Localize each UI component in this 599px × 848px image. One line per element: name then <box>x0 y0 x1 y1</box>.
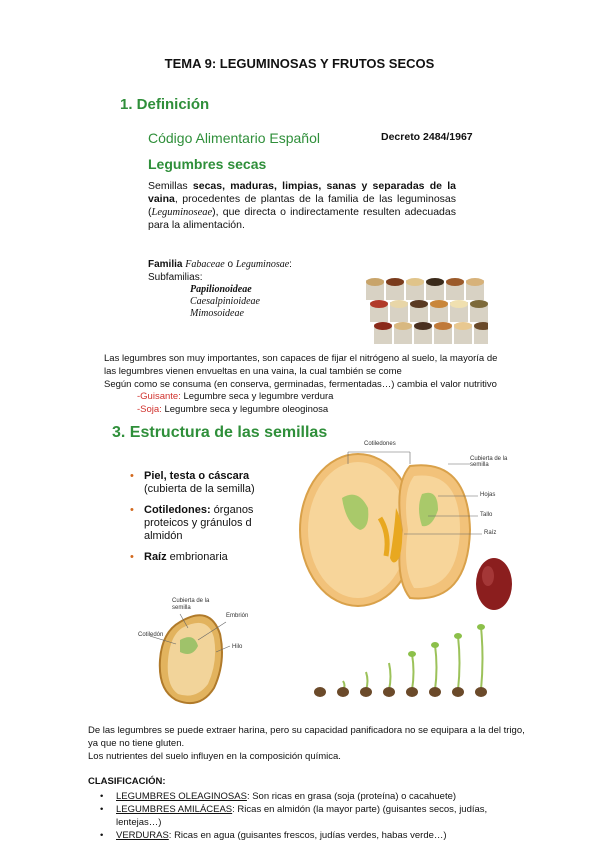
clasificacion-text-oleaginosas: : Son ricas en grasa (soja (proteína) o cacahuete) <box>246 791 457 802</box>
page-title: TEMA 9: LEGUMINOSAS Y FRUTOS SECOS <box>164 56 435 71</box>
sack-legumes <box>450 300 468 308</box>
germination-sequence-image <box>310 620 500 702</box>
bullet-piel-rest: (cubierta de la semilla) <box>144 483 255 495</box>
sprouting-seed <box>337 687 349 697</box>
sprout-leaf <box>431 642 439 648</box>
label-cotiledones: Cotiledones <box>364 441 396 447</box>
sack-legumes <box>366 278 384 286</box>
example-soja <box>137 403 328 416</box>
label-bean-cubierta: Cubierta de la semilla <box>172 598 210 611</box>
example-soja-label: -Soja: <box>137 404 162 415</box>
clasificacion-term-verduras: VERDURAS <box>116 830 169 841</box>
family-a: Fabaceae <box>185 259 225 270</box>
sack-legumes <box>374 322 392 330</box>
bullet-dot-icon: • <box>130 470 134 482</box>
sprout-leaf <box>408 651 416 657</box>
label-bean-embrion: Embrión <box>226 613 249 619</box>
whole-bean <box>476 558 512 610</box>
sack-legumes <box>426 278 444 286</box>
cotyledon-left-inner <box>308 462 408 598</box>
bullet-piel-bold: Piel, testa o cáscara <box>144 470 250 482</box>
sack-legumes <box>370 300 388 308</box>
clasificacion-heading: CLASIFICACIÓN: <box>88 776 166 787</box>
family-o: o <box>224 259 236 270</box>
bullet-raiz-rest: embrionaria <box>166 551 228 563</box>
sprout-stem <box>435 645 437 690</box>
sack-legumes <box>386 278 404 286</box>
bullet-dot-icon: • <box>100 791 104 802</box>
clasificacion-term-oleaginosas: LEGUMBRES OLEAGINOSAS <box>116 791 247 802</box>
paragraph-consumo: Según como se consuma (en conserva, germinadas, fermentadas…) cambia el valor nutritivo <box>104 379 497 390</box>
definition-pre: Semillas <box>148 180 193 192</box>
clasificacion-text-verduras: : Ricas en agua (guisantes frescos, judías verdes, habas verde…) <box>168 830 447 841</box>
sprouting-seed <box>360 687 372 697</box>
sack-legumes <box>430 300 448 308</box>
clasificacion-item-oleaginosas <box>88 790 508 803</box>
subfamily-3: Mimosoideae <box>190 308 244 319</box>
subheading-legumbres: Legumbres secas <box>148 156 267 172</box>
clasificacion-term-amilaceas: LEGUMBRES AMILÁCEAS <box>116 804 233 815</box>
definition-end: ), que directa o indirectamente resulten adecuadas para la alimentación. <box>148 206 456 231</box>
clasificacion-item-verduras <box>88 829 508 842</box>
clasificacion-text-amilaceas: : Ricas en almidón (la mayor parte) (guisantes secos, judías, lentejas…) <box>116 804 488 828</box>
sprouting-seed <box>383 687 395 697</box>
bullet-cotiledones-bold: Cotiledones: <box>144 504 211 516</box>
family-label: Familia <box>148 259 183 270</box>
definition-paragraph <box>148 180 456 232</box>
family-b: Leguminosae <box>235 259 290 270</box>
whole-bean-highlight <box>482 566 494 586</box>
legume-sacks-image <box>358 268 488 350</box>
bullet-cotiledones-rest: órganos proteicos y gránulos d almidón <box>144 504 254 542</box>
sack-legumes <box>406 278 424 286</box>
code-title: Código Alimentario Español <box>148 130 320 146</box>
bullet-dot-icon: • <box>100 804 104 815</box>
label-bean-hilo: Hilo <box>232 644 243 650</box>
sprouting-seed <box>406 687 418 697</box>
paragraph-harina: De las legumbres se puede extraer harina, pero su capacidad panificadora no se equipara a la del trigo, ya que no tiene gluten. <box>88 725 525 749</box>
decree-label: Decreto 2484/1967 <box>381 131 473 143</box>
section-heading-estructura: 3. Estructura de las semillas <box>112 424 328 441</box>
definition-post: , procedentes de plantas de la familia de las leguminosas ( <box>148 193 456 218</box>
label-hojas: Hojas <box>480 492 496 498</box>
sack-legumes <box>454 322 472 330</box>
label-tallo: Tallo <box>480 512 493 518</box>
subfamily-1: Papilionoideae <box>190 284 252 295</box>
family-colon: : <box>289 259 292 270</box>
clasificacion-list <box>88 790 508 842</box>
bullet-cotiledones <box>130 504 280 543</box>
sack-legumes <box>470 300 488 308</box>
family-block <box>148 258 292 320</box>
section-heading-definicion: 1. Definición <box>120 96 210 113</box>
sprout-stem <box>458 636 460 690</box>
bullet-raiz-bold: Raíz <box>144 551 167 563</box>
sprouting-seed <box>452 687 464 697</box>
sack-legumes <box>390 300 408 308</box>
sprout-leaf <box>477 624 485 630</box>
clasificacion-item-amilaceas <box>88 803 508 829</box>
sprout-stem <box>412 654 414 690</box>
sack-legumes <box>434 322 452 330</box>
family-line <box>148 258 292 271</box>
sprout-stem <box>481 627 483 690</box>
sprouting-seed <box>475 687 487 697</box>
structure-bullets <box>130 470 280 564</box>
sack-legumes <box>466 278 484 286</box>
sprouting-seed <box>429 687 441 697</box>
sack-legumes <box>410 300 428 308</box>
example-guisante <box>137 390 333 403</box>
example-guisante-label: -Guisante: <box>137 391 181 402</box>
sprouting-seed <box>314 687 326 697</box>
sprout-leaf <box>454 633 462 639</box>
sack-legumes <box>414 322 432 330</box>
definition-italic: Leguminoseae <box>151 207 213 218</box>
sack-legumes <box>394 322 412 330</box>
subfamilies-label: Subfamilias: <box>148 272 203 283</box>
label-cubierta: Cubierta de la semilla <box>470 456 508 468</box>
bullet-dot-icon: • <box>130 504 134 516</box>
bullet-dot-icon: • <box>100 830 104 841</box>
sack-legumes <box>446 278 464 286</box>
label-bean-cotiledon: Cotiledón <box>138 632 164 638</box>
example-guisante-text: Legumbre seca y legumbre verdura <box>180 391 334 402</box>
sprout-stem <box>389 663 391 690</box>
example-soja-text: Legumbre seca y legumbre oleoginosa <box>161 404 329 415</box>
paragraph-importancia: Las legumbres son muy importantes, son capaces de fijar el nitrógeno al suelo, la mayoría de las legumbres vienen envueltas en una vaina, la cual también se come <box>104 353 498 377</box>
label-raiz: Raíz <box>484 530 497 536</box>
subfamily-2: Caesalpinioideae <box>190 296 260 307</box>
bullet-dot-icon: • <box>130 551 134 563</box>
paragraph-nutrientes: Los nutrientes del suelo influyen en la composición química. <box>88 751 341 762</box>
bullet-piel <box>130 470 280 496</box>
definition-bold: secas, maduras, limpias, sanas y separadas de la vaina <box>148 180 456 205</box>
bullet-raiz <box>130 551 280 564</box>
